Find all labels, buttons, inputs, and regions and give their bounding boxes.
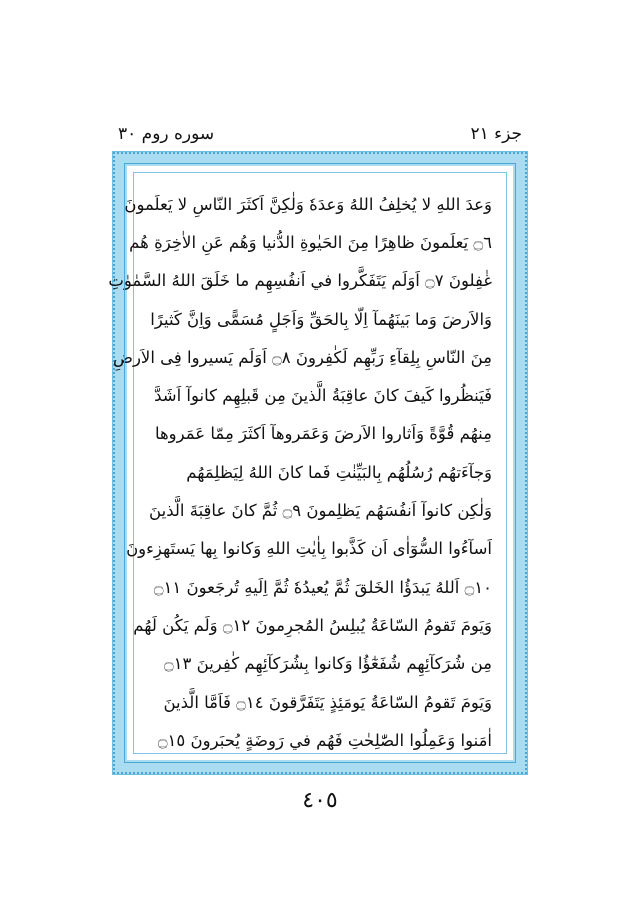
verse-line-15: اٰمَنوا وَعَمِلُوا الصّٰلِحٰتِ فَهُم في رَوضَةٍ يُحبَرونَ ۝١٥ (157, 730, 492, 750)
verse-line-14: وَيَومَ تَقومُ السّاعَةُ يَومَئِذٍ يَتَفَرَّقونَ ۝١٤ فَاَمَّا الَّذينَ (163, 692, 492, 712)
text-area (108, 172, 507, 754)
ornamental-frame (108, 152, 527, 774)
verse-line-13: مِن شُرَكآئِهِم شُفَعٰٓؤُا وَكانوا بِشُرَكآئِهِم كٰفِرينَ ۝١٣ (164, 654, 492, 674)
verse-line-10: اَسآءُوا السُّوٓاٰى اَن كَذَّبوا بِاٰيٰتِ اللهِ وَكانوا بِها يَستَهزِءونَ (126, 539, 492, 559)
juz-label: جزء ۲۱ (470, 124, 522, 144)
page-header (118, 120, 522, 148)
verse-line-11: ۝١٠ اَللهُ يَبدَؤُا الخَلقَ ثُمَّ يُعيدُهٗ ثُمَّ اِلَيهِ تُرجَعونَ ۝١١ (153, 577, 492, 597)
verse-line-5: مِنَ النّاسِ بِلِقآءِ رَبِّهِم لَكٰفِرونَ ۝٨ اَوَلَم يَسيروا فِى الاَرضِ (113, 347, 492, 367)
surah-label: سوره روم ۳۰ (118, 124, 215, 144)
verse-line-4: وَالاَرضَ وَما بَينَهُمآ اِلّا بِالحَقِّ وَاَجَلٍ مُسَمًّى وَاِنَّ كَثيرًا (150, 309, 492, 329)
verse-line-12: وَيَومَ تَقومُ السّاعَةُ يُبلِسُ المُجرِمونَ ۝١٢ وَلَم يَكُن لَهُم (133, 615, 492, 635)
page-number: ٤٠٥ (302, 788, 338, 813)
verse-line-6: فَيَنظُروا كَيفَ كانَ عاقِبَةُ الَّذينَ مِن قَبلِهِم كانوآ اَشَدَّ (154, 386, 492, 406)
verse-line-9: وَلٰكِن كانوآ اَنفُسَهُم يَظلِمونَ ۝٩ ثُمَّ كانَ عاقِبَةَ الَّذينَ (149, 501, 492, 521)
verse-lines (108, 185, 492, 759)
verse-line-7: مِنهُم قُوَّةً وَاَثاروا الاَرضَ وَعَمَروهآ اَكثَرَ مِمّا عَمَروها (154, 424, 492, 444)
verse-line-3: غٰفِلونَ ۝٧ اَوَلَم يَتَفَكَّروا في اَنفُسِهِم ما خَلَقَ اللهُ السَّمٰوٰتِ (108, 271, 492, 291)
verse-line-8: وَجآءَتهُم رُسُلُهُم بِالبَيِّنٰتِ فَما كانَ اللهُ لِيَظلِمَهُم (186, 462, 492, 482)
verse-line-2: ۝٦ يَعلَمونَ ظاهِرًا مِنَ الحَيٰوةِ الدُّنيا وَهُم عَنِ الاٰخِرَةِ هُم (129, 232, 492, 252)
verse-line-1: وَعدَ اللهِ لا يُخلِفُ اللهُ وَعدَهٗ وَلٰكِنَّ اَكثَرَ النّاسِ لا يَعلَمونَ (124, 194, 492, 214)
